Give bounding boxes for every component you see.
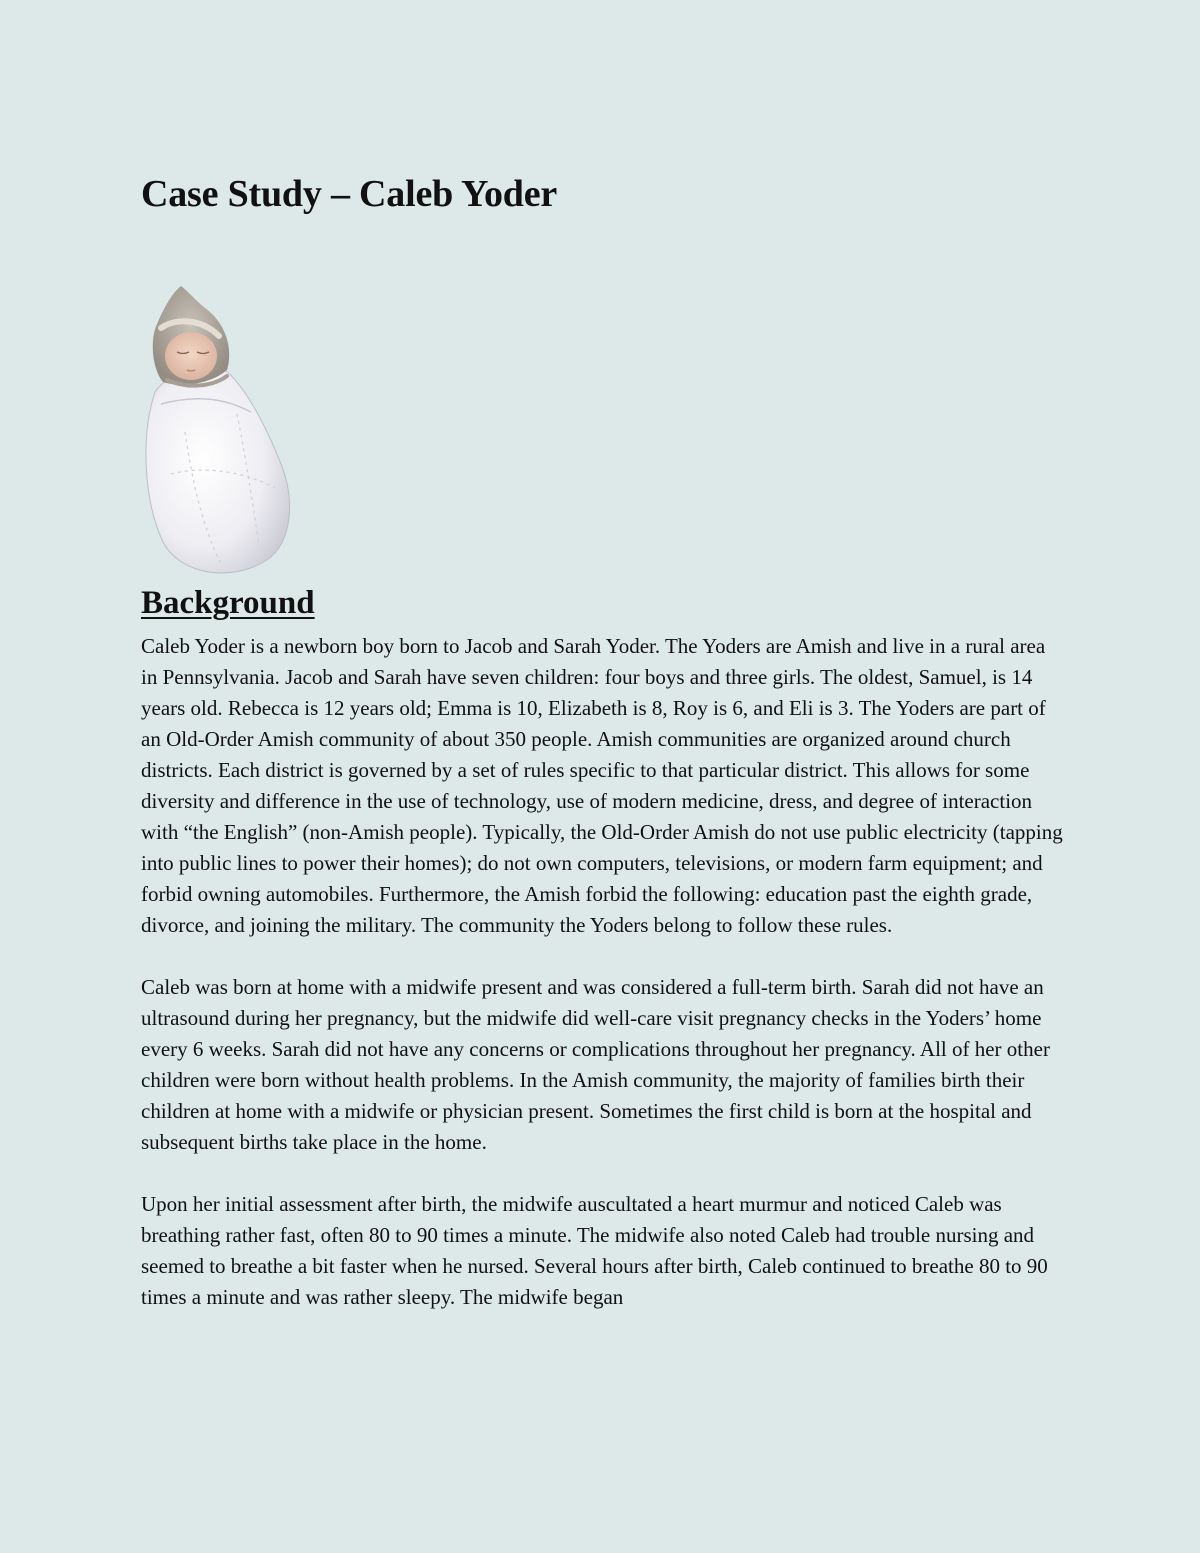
paragraph: Caleb Yoder is a newborn boy born to Jacob and Sarah Yoder. The Yoders are Amish and live in a rural area in Pennsylvania. Jacob and Sarah have seven children: four boys and three girls. The oldest, Samuel, is 14 years old. Rebecca is 12 years old; Emma is 10, Elizabeth is 8, Roy is 6, and Eli is 3. The Yoders are part of an Old-Order Amish community of about 350 people. Amish communities are organized around church districts. Each district is governed by a set of rules specific to that particular district. This allows for some diversity and difference in the use of technology, use of modern medicine, dress, and degree of interaction with “the English” (non-Amish people). Typically, the Old-Order Amish do not use public electricity (tapping into public lines to power their homes); do not own computers, televisions, or modern farm equipment; and forbid owning automobiles. Furthermore, the Amish forbid the following: education past the eighth grade, divorce, and joining the military. The community the Yoders belong to follow these rules. [141,634,1063,937]
paragraph: Caleb was born at home with a midwife present and was considered a full-term birth. Sarah did not have an ultrasound during her pregnancy, but the midwife did well-care visit pregnancy checks in the Yoders’ home every 6 weeks. Sarah did not have any concerns or complications throughout her pregnancy. All of her other children were born without health problems. In the Amish community, the majority of families birth their children at home with a midwife or physician present. Sometimes the first child is born at the hospital and subsequent births take place in the home. [141,975,1050,1154]
section-heading-background: Background [141,585,315,621]
newborn-photo [141,284,301,584]
document-title: Case Study – Caleb Yoder [141,173,558,215]
body-text [141,631,1063,1344]
paragraph: Upon her initial assessment after birth, the midwife auscultated a heart murmur and noticed Caleb was breathing rather fast, often 80 to 90 times a minute. The midwife also noted Caleb had trouble nursing and seemed to breathe a bit faster when he nursed. Several hours after birth, Caleb continued to breathe 80 to 90 times a minute and was rather sleepy. The midwife began [141,1192,1048,1309]
